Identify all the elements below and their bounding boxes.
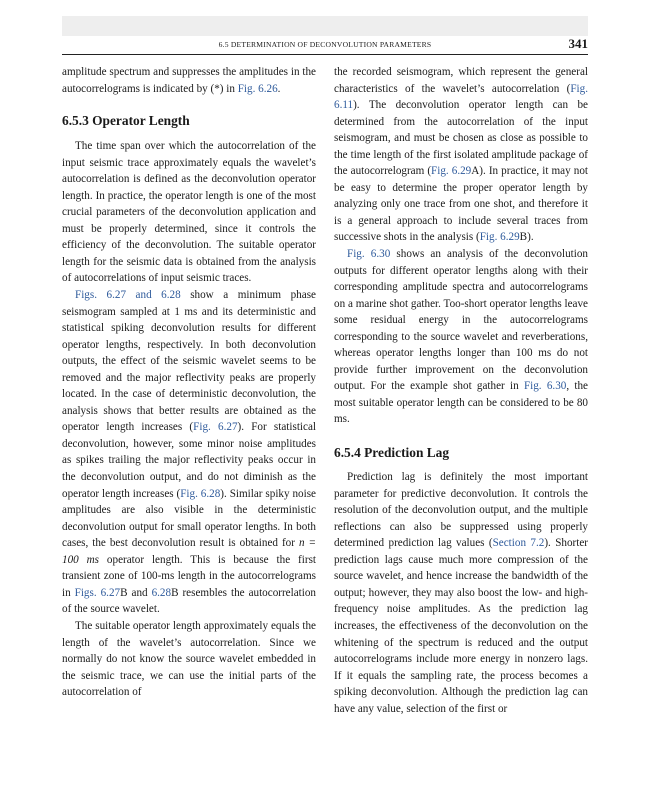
figure-link[interactable]: Fig. 6.11 <box>334 82 588 112</box>
figure-link[interactable]: Fig. 6.26 <box>237 82 278 95</box>
paragraph: Fig. 6.30 shows an analysis of the deconvolution outputs for different operator lengths along with their corresponding amplitude spectra and autocorrelograms on a marine shot gather. Too-short operator lengths leave some residual energy in the autocorrelograms corresponding to the source wavelet and reverberations, whereas operator lengths longer than 100 ms do not provide further improvement on the deconvolution output. For the example shot gather in Fig. 6.30, the most suitable operator length can be considered to be 80 ms. <box>334 248 588 426</box>
section-heading-operator-length: 6.5.3 Operator Length <box>62 113 190 129</box>
figure-link[interactable]: Fig. 6.29 <box>479 231 520 244</box>
paragraph: the recorded seismogram, which represent the general characteristics of the wavelet’s autocorrelation (Fig. 6.11). The deconvolution operator length can be determined from the autocorrelation of the input seismogram, and must be chosen as close as possible to the time length of the first isolated amplitude package of the autocorrelogram (Fig. 6.29A). In practice, it may not be easy to determine the proper operator length by analyzing only one trace from one shot, and therefore it is a general approach to include several traces from successive shots in the analysis (Fig. 6.29B). <box>334 66 588 244</box>
paragraph: Prediction lag is definitely the most important parameter for predictive deconvolution. It controls the resolution of the deconvolution output, and the multiple reflections can also be suppressed using properly determined prediction lag values (Section 7.2). Shorter prediction lags cause much more compression of the source wavelet, and hence increase the bandwidth of the output; however, they may also boost the low- and high-frequency noise amplitudes. As the prediction lag increases, the effectiveness of the deconvolution on the whitening of the spectrum is reduced and the output autocorrelograms include more energy in nonzero lags. If it equals the sampling rate, the process becomes a spiking deconvolution. Although the prediction lag can have any value, selection of the first or <box>334 471 589 715</box>
figure-link[interactable]: Figs. 6.27 <box>74 586 121 599</box>
top-band <box>62 16 588 36</box>
paragraph: The suitable operator length approximately equals the length of the wavelet’s autocorrelation. Since we normally do not know the source wavelet embedded in the seismic trace, we can use the initial parts of the autocorrelation of <box>62 619 316 699</box>
paragraph: The time span over which the autocorrelation of the input seismic trace approximately equals the wavelet’s autocorrelation is defined as the deconvolution operator length. In practice, the operator length is one of the most crucial parameters of the deconvolution application and must be properly determined, since it controls the efficiency of the deconvolution. The suitable operator length for the seismic data is obtained from the analysis of autocorrelations of input seismic traces. <box>62 140 316 285</box>
inline-math: n = 100 ms <box>62 537 317 566</box>
page-header <box>62 38 588 55</box>
left-column <box>62 64 316 701</box>
figure-link[interactable]: Fig. 6.27 <box>193 421 238 434</box>
running-title: 6.5 DETERMINATION OF DECONVOLUTION PARAMETERS <box>218 40 432 49</box>
page-number: 341 <box>568 36 588 51</box>
section-heading-prediction-lag: 6.5.4 Prediction Lag <box>334 445 450 461</box>
section-link[interactable]: Section 7.2 <box>492 537 545 550</box>
figure-link[interactable]: Fig. 6.30 <box>347 248 391 261</box>
figure-link[interactable]: Fig. 6.29 <box>431 165 472 178</box>
paragraph: amplitude spectrum and suppresses the amplitudes in the autocorrelograms is indicated by (*) in Fig. 6.26. <box>62 66 316 95</box>
figure-link[interactable]: Fig. 6.30 <box>523 380 567 393</box>
figure-link[interactable]: Fig. 6.28 <box>180 487 221 500</box>
figure-link[interactable]: Figs. 6.27 and 6.28 <box>75 289 181 302</box>
right-column <box>334 64 588 717</box>
figure-link[interactable]: 6.28 <box>151 586 172 599</box>
paragraph: Figs. 6.27 and 6.28 show a minimum phase seismogram sampled at 1 ms and its deterministic and statistical spiking deconvolution results for different operator lengths, respectively. In both deconvolution outputs, the effect of the seismic wavelet seems to be removed and the major reflectivity peaks are properly located. In the case of deterministic deconvolution, the analysis shows that better results are obtained as the operator length increases (Fig. 6.27). For statistical deconvolution, however, some minor noise amplitudes as spikes trailing the major reflectivity peaks occur in the deconvolution output, and do not diminish as the operator length increases (Fig. 6.28). Similar spiky noise amplitudes are also visible in the deterministic deconvolution output for small operator lengths. In both cases, the best deconvolution result is obtained for n = 100 ms operator length. This is because the first transient zone of 100-ms length in the autocorrelograms in Figs. 6.27B and 6.28B resembles the autocorrelation of the source wavelet. <box>62 289 317 616</box>
